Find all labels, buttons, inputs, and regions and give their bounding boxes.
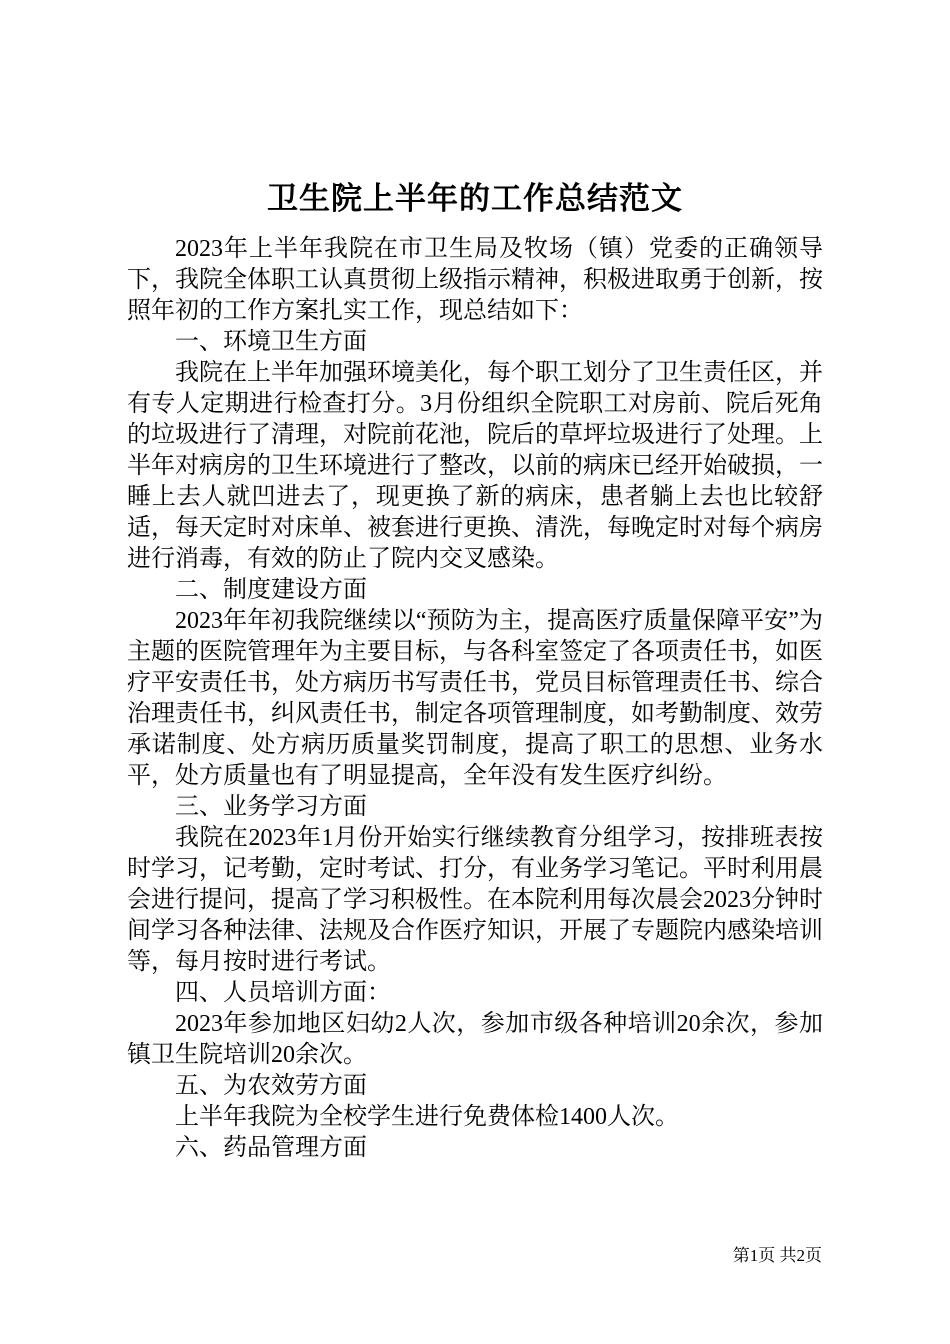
paragraph: 2023年上半年我院在市卫生局及牧场（镇）党委的正确领导下，我院全体职工认真贯彻上级指示精神，积极进取勇于创新，按照年初的工作方案扎实工作，现总结如下： xyxy=(127,236,823,324)
paragraph: 2023年年初我院继续以“预防为主，提高医疗质量保障平安”为主题的医院管理年为主要目标，与各科室签定了各项责任书，如医疗平安责任书，处方病历书写责任书，党员目标管理责任书、综合治理责任书，纠风责任书，制定各项管理制度，如考勤制度、效劳承诺制度、处方病历质量奖罚制度，提高了职工的思想、业务水平，处方质量也有了明显提高，全年没有发生医疗纠纷。 xyxy=(127,608,823,789)
paragraph: 我院在2023年1月份开始实行继续教育分组学习，按排班表按时学习，记考勤，定时考试、打分，有业务学习笔记。平时利用晨会进行提问，提高了学习积极性。在本院利用每次晨会2023分钟时间学习各种法律、法规及合作医疗知识，开展了专题院内感染培训等，每月按时进行考试。 xyxy=(127,825,823,975)
section-heading: 一、环境卫生方面 xyxy=(175,329,367,355)
page-number-label: 第1页 共2页 xyxy=(732,1246,822,1265)
section-heading: 四、人员培训方面： xyxy=(175,980,391,1006)
page-footer xyxy=(733,1246,822,1266)
section-heading: 二、制度建设方面 xyxy=(175,577,367,603)
section-heading: 三、业务学习方面 xyxy=(175,794,367,820)
paragraph: 2023年参加地区妇幼2人次，参加市级各种培训20余次，参加镇卫生院培训20余次。 xyxy=(127,1011,823,1068)
section-heading: 五、为农效劳方面 xyxy=(175,1073,367,1099)
paragraph: 上半年我院为全校学生进行免费体检1400人次。 xyxy=(175,1104,679,1130)
paragraph: 我院在上半年加强环境美化，每个职工划分了卫生责任区，并有专人定期进行检查打分。3月份组织全院职工对房前、院后死角的垃圾进行了清理，对院前花池，院后的草坪垃圾进行了处理。上半年对病房的卫生环境进行了整改，以前的病床已经开始破损，一睡上去人就凹进去了，现更换了新的病床，患者躺上去也比较舒适，每天定时对床单、被套进行更换、清洗，每晚定时对每个病房进行消毒，有效的防止了院内交叉感染。 xyxy=(127,360,823,572)
document-body xyxy=(127,234,823,1164)
document-title: 卫生院上半年的工作总结范文 xyxy=(267,181,683,216)
section-heading: 六、药品管理方面 xyxy=(175,1135,367,1161)
